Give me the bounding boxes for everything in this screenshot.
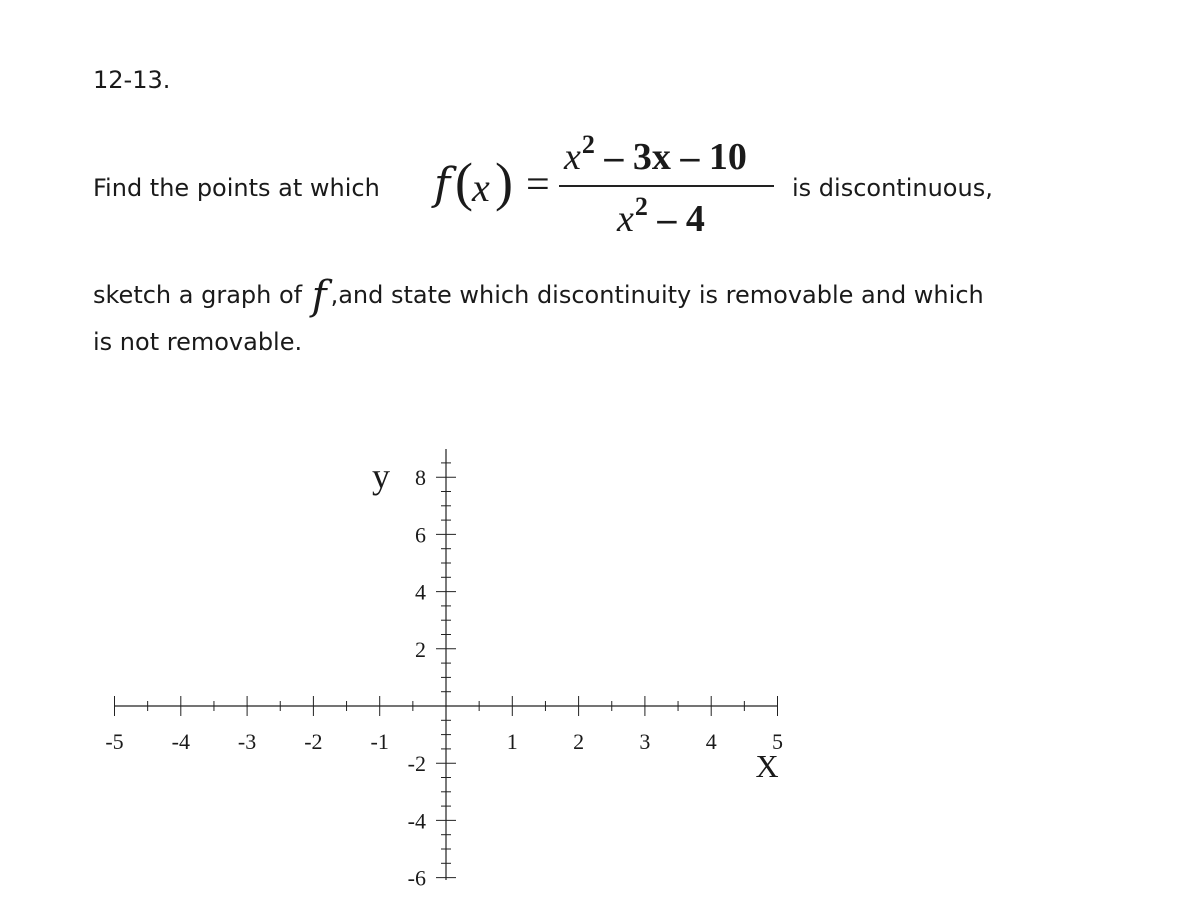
y-tick-label: 4 xyxy=(415,579,426,605)
equals-sign: = xyxy=(526,162,550,208)
function-argument: x xyxy=(472,165,490,210)
x-tick-label: 2 xyxy=(573,729,585,754)
x-tick-label: -4 xyxy=(171,729,190,754)
denominator-variable: x xyxy=(617,198,634,240)
denominator-exponent: 2 xyxy=(634,192,648,221)
y-tick-label: -2 xyxy=(407,751,426,777)
problem-number: 12-13. xyxy=(93,66,171,94)
numerator-rest: – 3x – 10 xyxy=(594,136,747,178)
y-tick-label: -4 xyxy=(407,808,426,834)
x-tick-label: -5 xyxy=(105,729,124,754)
problem-intro-text: Find the points at which xyxy=(93,174,380,202)
y-tick-label: 6 xyxy=(415,522,426,548)
problem-after-equation-text: is discontinuous, xyxy=(792,174,993,202)
numerator-variable: x xyxy=(564,136,581,178)
y-axis-label: y xyxy=(372,456,390,496)
inline-function-symbol: f xyxy=(311,273,327,319)
x-axis-label: X xyxy=(755,748,779,784)
problem-line-2-end: ,and state which discontinuity is removable and which xyxy=(330,281,984,309)
x-tick-label: -1 xyxy=(370,729,389,754)
y-tick-label: 8 xyxy=(415,465,426,491)
y-tick-label: 2 xyxy=(415,636,426,662)
numerator-exponent: 2 xyxy=(581,130,595,159)
x-tick-label: -3 xyxy=(237,729,257,754)
x-tick-label: 5 xyxy=(772,729,783,754)
right-paren: ) xyxy=(495,152,513,212)
x-tick-label: 3 xyxy=(639,729,651,754)
function-name: f xyxy=(434,159,451,210)
problem-line-2-start: sketch a graph of xyxy=(93,281,303,309)
problem-line-3: is not removable. xyxy=(93,328,303,356)
denominator-rest: – 4 xyxy=(647,198,705,240)
x-tick-label: 1 xyxy=(506,729,518,754)
left-paren: ( xyxy=(455,152,473,212)
x-tick-label: 4 xyxy=(705,729,717,754)
y-tick-label: -6 xyxy=(407,865,426,891)
x-tick-label: -2 xyxy=(304,729,323,754)
